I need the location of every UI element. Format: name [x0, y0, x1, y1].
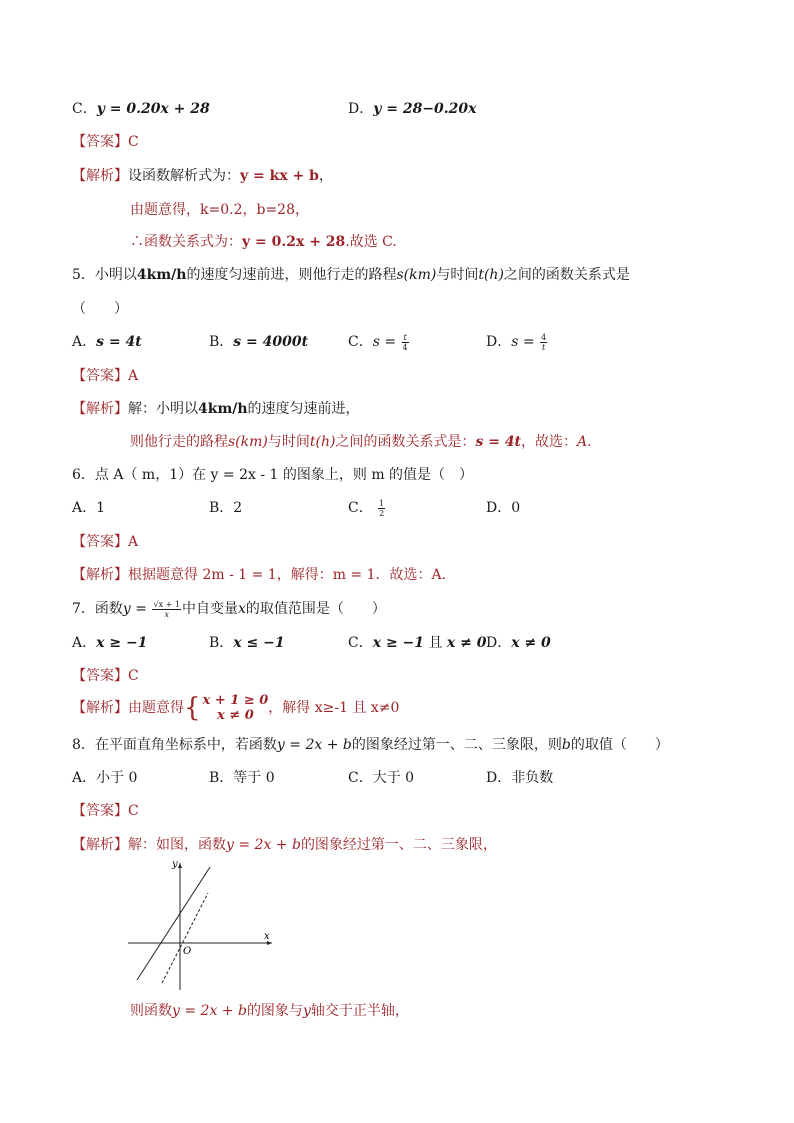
q6-option-b: B．2 [209, 500, 243, 516]
q5-option-d-fraction: $\frac{4}{t}$ [541, 332, 547, 352]
q8-option-b: B．等于 0 [209, 770, 275, 786]
q5-option-a: A．s = 4t [72, 334, 142, 350]
q7-option-d: D．x ≠ 0 [486, 635, 551, 651]
q7-option-c: C．x ≥ −1 且 x ≠ 0 [348, 635, 487, 651]
q8-stem: 8．在平面直角坐标系中，若函数y = 2x + b的图象经过第一、二、三象限，则b的取值（ ） [72, 737, 669, 753]
q7-option-a: A．x ≥ −1 [72, 635, 148, 651]
q8-graph [120, 855, 280, 995]
q7-brace: { [184, 693, 201, 723]
graph-origin-label: O [183, 946, 192, 957]
q4-explanation-line1: 【解析】设函数解析式为：y = kx + b， [72, 168, 333, 184]
q8-answer: 【答案】C [72, 803, 139, 819]
graph-y-label: y [172, 859, 178, 870]
q4-explanation-line3: ∴函数关系式为：y = 0.2x + 28.故选 C. [130, 234, 397, 250]
q6-explanation: 【解析】根据题意得 2m - 1 = 1，解得：m = 1．故选：A． [72, 567, 456, 583]
q5-stem-paren: （ ） [72, 301, 128, 317]
q6-option-d: D．0 [486, 500, 521, 516]
q7-option-b: B．x ≤ −1 [209, 635, 285, 651]
q8-explanation-line1: 【解析】解：如图，函数y = 2x + b的图象经过第一、二、三象限， [72, 837, 497, 853]
q5-option-b: B．s = 4000t [209, 334, 309, 350]
q6-answer: 【答案】A [72, 534, 139, 550]
q8-explanation-line2: 则函数y = 2x + b的图象与y轴交于正半轴， [130, 1003, 409, 1019]
graph-x-label: x [264, 931, 270, 942]
q5-stem: 5．小明以4km/h的速度匀速前进，则他行走的路程s(km)与时间t(h)之间的函数关系式是 [72, 267, 630, 283]
q5-explanation-line2: 则他行走的路程s(km)与时间t(h)之间的函数关系式是：s = 4t，故选：A. [130, 434, 592, 450]
q8-option-a: A．小于 0 [72, 770, 138, 786]
q5-answer: 【答案】A [72, 368, 139, 384]
q7-system: x + 1 ≥ 0 x ≠ 0 [202, 693, 269, 723]
q6-option-a: A．1 [72, 500, 106, 516]
q5-explanation-line1: 【解析】解：小明以4km/h的速度匀速前进， [72, 401, 360, 417]
q7-answer: 【答案】C [72, 668, 139, 684]
q7-stem-fraction: $\frac{√x + 1}{x}$ [153, 599, 180, 619]
q4-option-d: D．y = 28−0.20x [348, 101, 477, 117]
q4-answer: 【答案】C [72, 134, 139, 150]
q8-option-d: D．非负数 [486, 770, 554, 786]
q4-option-c: C．y = 0.20x + 28 [72, 101, 210, 117]
q6-option-c-fraction: $\frac{1}{2}$ [379, 498, 385, 518]
q4-explanation-line2: 由题意得，k=0.2，b=28， [130, 202, 309, 218]
q7-stem: 7．函数y = $\frac{√x + 1}{x}$ 中自变量x的取值范围是（ ） [72, 599, 386, 619]
q7-explanation: 【解析】由题意得{ x + 1 ≥ 0 x ≠ 0 ，解得 x≥-1 且 x≠0 [72, 693, 400, 723]
q5-option-d: D．s = $\frac{4}{t}$ [486, 332, 547, 352]
q5-option-c: C．s = $\frac{t}{4}$ [348, 332, 408, 352]
q6-option-c: C． $\frac{1}{2}$ [348, 498, 385, 518]
q8-option-c: C．大于 0 [348, 770, 415, 786]
graph-y-arrow [178, 863, 182, 868]
graph-solid-line [137, 867, 210, 980]
q5-option-c-fraction: $\frac{t}{4}$ [402, 332, 408, 352]
q6-stem: 6．点 A（ m，1）在 y = 2x - 1 的图象上，则 m 的值是（ ） [72, 467, 474, 483]
